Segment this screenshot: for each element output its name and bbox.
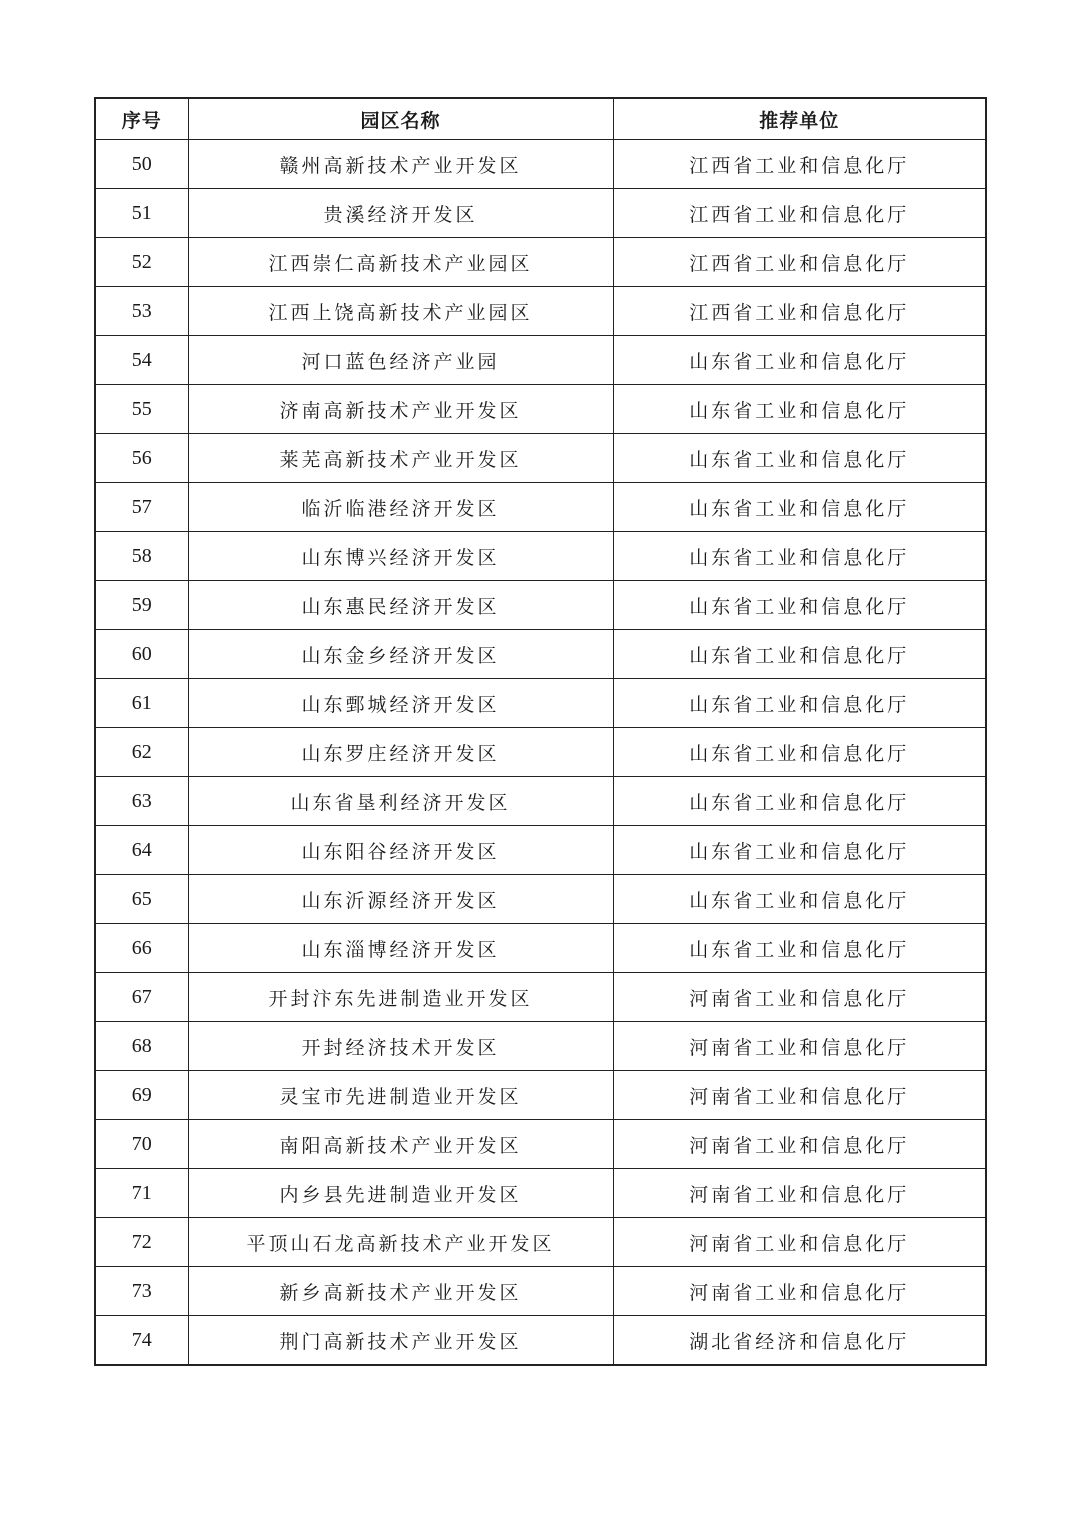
table-row [95, 434, 986, 483]
recommending-unit-cell: 山东省工业和信息化厅 [613, 826, 986, 875]
serial-number-cell: 64 [95, 826, 188, 875]
serial-number-cell: 51 [95, 189, 188, 238]
recommending-unit-cell: 山东省工业和信息化厅 [613, 924, 986, 973]
serial-number-cell: 56 [95, 434, 188, 483]
recommending-unit-cell: 河南省工业和信息化厅 [613, 973, 986, 1022]
recommending-unit-cell: 湖北省经济和信息化厅 [613, 1316, 986, 1366]
recommending-unit-cell: 江西省工业和信息化厅 [613, 287, 986, 336]
park-name-cell: 山东沂源经济开发区 [188, 875, 613, 924]
serial-number-cell: 55 [95, 385, 188, 434]
serial-number-cell: 52 [95, 238, 188, 287]
serial-number-cell: 73 [95, 1267, 188, 1316]
table-row [95, 1022, 986, 1071]
header-row [95, 98, 986, 140]
park-name-cell: 山东淄博经济开发区 [188, 924, 613, 973]
header-park-name: 园区名称 [188, 98, 613, 140]
park-list-table [94, 97, 987, 1366]
table-row [95, 728, 986, 777]
park-name-cell: 山东罗庄经济开发区 [188, 728, 613, 777]
table-row [95, 140, 986, 189]
park-name-cell: 内乡县先进制造业开发区 [188, 1169, 613, 1218]
serial-number-cell: 74 [95, 1316, 188, 1366]
table-row [95, 1316, 986, 1366]
table-row [95, 385, 986, 434]
recommending-unit-cell: 河南省工业和信息化厅 [613, 1022, 986, 1071]
serial-number-cell: 61 [95, 679, 188, 728]
park-name-cell: 河口蓝色经济产业园 [188, 336, 613, 385]
recommending-unit-cell: 山东省工业和信息化厅 [613, 434, 986, 483]
table-row [95, 1267, 986, 1316]
park-name-cell: 南阳高新技术产业开发区 [188, 1120, 613, 1169]
table-row [95, 336, 986, 385]
serial-number-cell: 65 [95, 875, 188, 924]
recommending-unit-cell: 河南省工业和信息化厅 [613, 1218, 986, 1267]
table-row [95, 777, 986, 826]
park-name-cell: 莱芜高新技术产业开发区 [188, 434, 613, 483]
table-row [95, 1120, 986, 1169]
recommending-unit-cell: 江西省工业和信息化厅 [613, 140, 986, 189]
table-row [95, 581, 986, 630]
park-name-cell: 江西崇仁高新技术产业园区 [188, 238, 613, 287]
table-row [95, 1218, 986, 1267]
table-row [95, 189, 986, 238]
serial-number-cell: 71 [95, 1169, 188, 1218]
recommending-unit-cell: 山东省工业和信息化厅 [613, 679, 986, 728]
table-row [95, 238, 986, 287]
recommending-unit-cell: 山东省工业和信息化厅 [613, 630, 986, 679]
serial-number-cell: 67 [95, 973, 188, 1022]
park-name-cell: 山东金乡经济开发区 [188, 630, 613, 679]
recommending-unit-cell: 河南省工业和信息化厅 [613, 1267, 986, 1316]
serial-number-cell: 59 [95, 581, 188, 630]
serial-number-cell: 62 [95, 728, 188, 777]
table-header [95, 98, 986, 140]
recommending-unit-cell: 山东省工业和信息化厅 [613, 385, 986, 434]
recommending-unit-cell: 江西省工业和信息化厅 [613, 189, 986, 238]
table-row [95, 875, 986, 924]
table-row [95, 924, 986, 973]
recommending-unit-cell: 江西省工业和信息化厅 [613, 238, 986, 287]
park-name-cell: 临沂临港经济开发区 [188, 483, 613, 532]
serial-number-cell: 63 [95, 777, 188, 826]
recommending-unit-cell: 河南省工业和信息化厅 [613, 1169, 986, 1218]
serial-number-cell: 53 [95, 287, 188, 336]
table-row [95, 679, 986, 728]
park-name-cell: 山东鄄城经济开发区 [188, 679, 613, 728]
table-row [95, 1071, 986, 1120]
header-serial-number: 序号 [95, 98, 188, 140]
serial-number-cell: 68 [95, 1022, 188, 1071]
park-name-cell: 济南高新技术产业开发区 [188, 385, 613, 434]
serial-number-cell: 69 [95, 1071, 188, 1120]
park-name-cell: 新乡高新技术产业开发区 [188, 1267, 613, 1316]
recommending-unit-cell: 山东省工业和信息化厅 [613, 581, 986, 630]
table-row [95, 532, 986, 581]
serial-number-cell: 58 [95, 532, 188, 581]
serial-number-cell: 60 [95, 630, 188, 679]
park-name-cell: 平顶山石龙高新技术产业开发区 [188, 1218, 613, 1267]
recommending-unit-cell: 山东省工业和信息化厅 [613, 483, 986, 532]
table-row [95, 630, 986, 679]
serial-number-cell: 54 [95, 336, 188, 385]
serial-number-cell: 57 [95, 483, 188, 532]
park-name-cell: 开封汴东先进制造业开发区 [188, 973, 613, 1022]
table-row [95, 287, 986, 336]
table-row [95, 973, 986, 1022]
recommending-unit-cell: 河南省工业和信息化厅 [613, 1120, 986, 1169]
park-name-cell: 山东博兴经济开发区 [188, 532, 613, 581]
recommending-unit-cell: 山东省工业和信息化厅 [613, 875, 986, 924]
park-name-cell: 山东省垦利经济开发区 [188, 777, 613, 826]
park-name-cell: 山东阳谷经济开发区 [188, 826, 613, 875]
recommending-unit-cell: 山东省工业和信息化厅 [613, 532, 986, 581]
recommending-unit-cell: 河南省工业和信息化厅 [613, 1071, 986, 1120]
recommending-unit-cell: 山东省工业和信息化厅 [613, 777, 986, 826]
serial-number-cell: 70 [95, 1120, 188, 1169]
recommending-unit-cell: 山东省工业和信息化厅 [613, 728, 986, 777]
table-row [95, 1169, 986, 1218]
header-recommending-unit: 推荐单位 [613, 98, 986, 140]
park-name-cell: 赣州高新技术产业开发区 [188, 140, 613, 189]
table-row [95, 826, 986, 875]
recommending-unit-cell: 山东省工业和信息化厅 [613, 336, 986, 385]
table-body [95, 140, 986, 1366]
park-name-cell: 灵宝市先进制造业开发区 [188, 1071, 613, 1120]
park-name-cell: 江西上饶高新技术产业园区 [188, 287, 613, 336]
table-row [95, 483, 986, 532]
serial-number-cell: 50 [95, 140, 188, 189]
park-name-cell: 荆门高新技术产业开发区 [188, 1316, 613, 1366]
park-name-cell: 开封经济技术开发区 [188, 1022, 613, 1071]
park-name-cell: 山东惠民经济开发区 [188, 581, 613, 630]
serial-number-cell: 72 [95, 1218, 188, 1267]
park-name-cell: 贵溪经济开发区 [188, 189, 613, 238]
serial-number-cell: 66 [95, 924, 188, 973]
